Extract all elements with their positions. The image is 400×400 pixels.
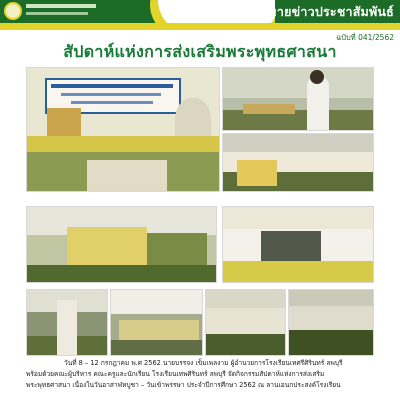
photo-teacher-leading — [26, 289, 108, 356]
article-body-line: พร้อมด้วยคณะผู้บริหาร คณะครูและนักเรียน โรงเรียนเทพศิรินทร์ ลพบุรี จัดกิจกรรมสัปดาห์แห่งการส่งเสริม — [26, 370, 325, 378]
newsletter-title: จดหมายข่าวประชาสัมพันธ์ — [244, 4, 394, 19]
header-title-area — [244, 0, 400, 23]
photo-seated-audience — [222, 133, 374, 192]
school-logo-subtext — [26, 12, 88, 15]
page-title: สัปดาห์แห่งการส่งเสริมพระพุทธศาสนา — [63, 42, 337, 61]
photo-students-praying — [288, 289, 374, 356]
school-emblem-icon — [4, 2, 22, 20]
photo-stage-ceremony — [26, 67, 220, 192]
school-logo — [0, 0, 102, 23]
header-band — [0, 0, 400, 30]
photo-offering-ceremony — [26, 206, 217, 283]
photo-students-sitting — [205, 289, 286, 356]
photo-offering-table — [110, 289, 203, 356]
photo-director-lighting-candle — [222, 67, 374, 131]
header-yellow-stripe — [0, 23, 400, 30]
article-body — [26, 358, 374, 391]
issue-number: ฉบับที่ 041/2562 — [336, 33, 394, 42]
article-body-line: วันที่ 8 – 12 กรกฎาคม พ.ศ 2562 นายบรรจง เข็มเพลงาม ผู้อำนวยการโรงเรียนเทศรีศิรินทร์ ลพบุรี — [64, 359, 343, 367]
photo-group-standing — [222, 206, 374, 283]
school-logo-wordmark — [26, 4, 96, 8]
article-body-line: พระพุทธศาสนา เนื่องในวันอาสาฬหบูชา – วันเข้าพรรษา ประจำปีการศึกษา 2562 ณ ลานเอนกประสงค์โรงเรียน — [26, 381, 341, 389]
